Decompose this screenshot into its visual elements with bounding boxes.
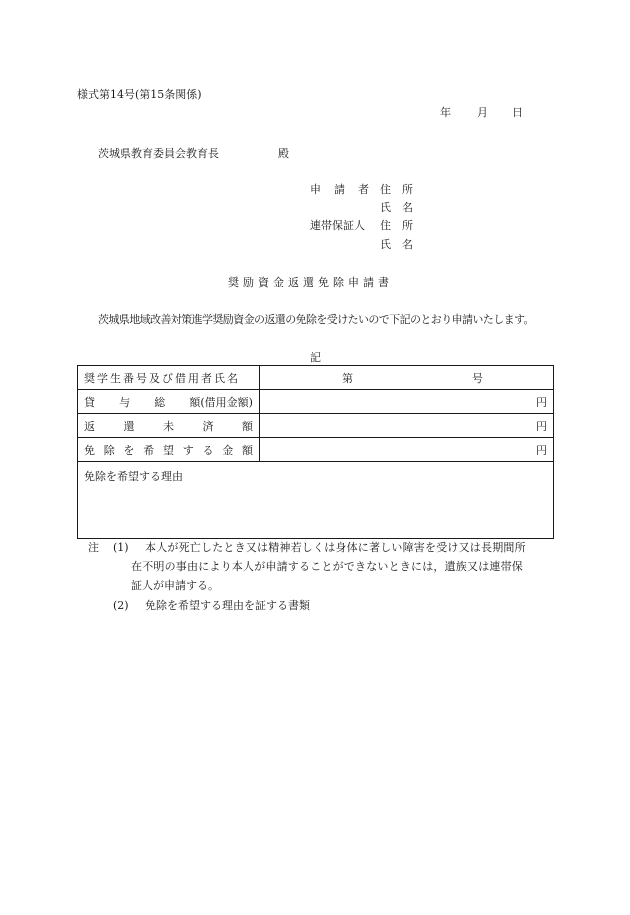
unpaid-amount-label: 返 還 未 済 額 bbox=[78, 414, 260, 438]
guarantor-label: 連帯保証人 bbox=[310, 219, 365, 232]
addressee-name: 茨城県教育委員会教育長 bbox=[98, 147, 219, 160]
note-1-number: (1) bbox=[113, 541, 129, 554]
applicant-label: 申 請 者 bbox=[310, 183, 370, 196]
table-row bbox=[78, 390, 554, 414]
table-row bbox=[78, 462, 554, 539]
table-row bbox=[78, 414, 554, 438]
exemption-reason-field bbox=[78, 462, 554, 539]
scholar-number-label: 奨学生番号及び借用者氏名 bbox=[78, 366, 260, 390]
addressee-honorific: 殿 bbox=[278, 147, 289, 160]
note-2-number: (2) bbox=[113, 599, 129, 612]
guarantor-address-label: 住 所 bbox=[380, 219, 413, 232]
note-2-line-1: 免除を希望する理由を証する書類 bbox=[145, 599, 310, 612]
unpaid-amount-value: 円 bbox=[260, 414, 554, 438]
application-table bbox=[77, 365, 554, 539]
applicant-address-label: 住 所 bbox=[380, 183, 413, 196]
exemption-amount-label: 免 除 を 希 望 す る 金 額 bbox=[78, 438, 260, 462]
note-1-line-3: 証人が申請する。 bbox=[131, 579, 219, 592]
applicant-name-label: 氏 名 bbox=[380, 201, 413, 214]
number-prefix: 第 bbox=[342, 371, 353, 385]
ki-marker: 記 bbox=[310, 351, 321, 364]
table-row bbox=[78, 438, 554, 462]
document-title: 奨励資金返還免除申請書 bbox=[228, 276, 393, 289]
note-1-line-2: 在不明の事由により本人が申請することができないときには，遺族又は連帯保 bbox=[131, 560, 523, 573]
date-day-label: 日 bbox=[512, 106, 523, 119]
loan-total-label: 貸 与 総 額(借用金額) bbox=[78, 390, 260, 414]
note-1-line-1: 本人が死亡したとき又は精神若しくは身体に著しい障害を受け又は長期間所 bbox=[145, 541, 526, 554]
body-text: 茨城県地域改善対策進学奨励資金の返還の免除を受けたいので下記のとおり申請いたします。 bbox=[98, 313, 534, 326]
guarantor-name-label: 氏 名 bbox=[380, 238, 413, 251]
table-row bbox=[78, 366, 554, 390]
number-suffix: 号 bbox=[472, 371, 483, 385]
form-number: 様式第14号(第15条関係) bbox=[77, 88, 202, 101]
exemption-reason-label: 免除を希望する理由 bbox=[84, 470, 183, 483]
note-prefix: 注 bbox=[88, 541, 99, 554]
date-month-label: 月 bbox=[477, 106, 488, 119]
scholar-number-value bbox=[260, 366, 554, 390]
date-year-label: 年 bbox=[440, 106, 451, 119]
exemption-amount-value: 円 bbox=[260, 438, 554, 462]
loan-total-value: 円 bbox=[260, 390, 554, 414]
